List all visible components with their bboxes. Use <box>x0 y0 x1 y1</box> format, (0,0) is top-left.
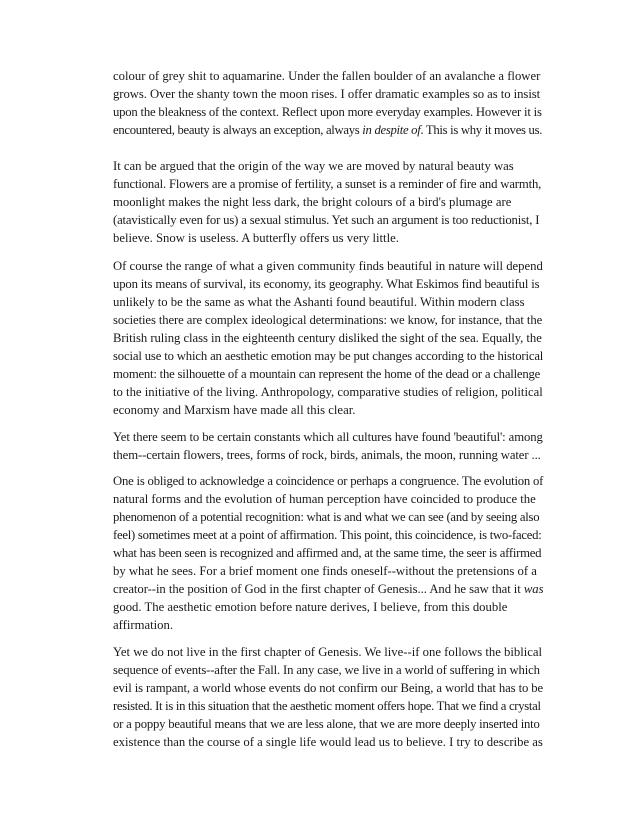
paragraph-line: Of course the range of what a given community finds beautiful in nature will depend <box>113 259 543 273</box>
paragraph-line: phenomenon of a potential recognition: what is and what we can see (and by seeing also <box>113 510 540 525</box>
paragraph-line: resisted. It is in this situation that the aesthetic moment offers hope. That we find a crystal <box>113 699 541 714</box>
paragraph-line: them--certain flowers, trees, forms of rock, birds, animals, the moon, running water ... <box>113 448 541 463</box>
paragraph-line <box>113 580 543 598</box>
paragraph-line: economy and Marxism have made all this clear. <box>113 403 356 418</box>
paragraph-line: upon the bleakness of the context. Reflect upon more everyday examples. However it is <box>113 105 542 120</box>
paragraph-line: or a poppy beautiful means that we are less alone, that we are more deeply inserted into <box>113 717 540 732</box>
paragraph-text: encountered, beauty is always an exception, always <box>113 123 360 138</box>
italic-word: was <box>523 582 544 597</box>
paragraph-line: Yet there seem to be certain constants which all cultures have found 'beautiful': among <box>113 430 543 444</box>
paragraph-3 <box>113 257 543 419</box>
paragraph-line: Yet we do not live in the first chapter of Genesis. We live--if one follows the biblical <box>113 645 543 659</box>
paragraph-5 <box>113 472 543 634</box>
paragraph-line: One is obliged to acknowledge a coincidence or perhaps a congruence. The evolution of <box>113 474 544 488</box>
paragraph-line: to the initiative of the living. Anthropology, comparative studies of religion, political <box>113 385 543 400</box>
paragraph-2 <box>113 157 543 247</box>
paragraph-line: sequence of events--after the Fall. In any case, we live in a world of suffering in which <box>113 663 540 678</box>
paragraph-4 <box>113 428 543 464</box>
paragraph-line: what has been seen is recognized and affirmed and, at the same time, the seer is affirmed <box>113 546 542 561</box>
italic-phrase: in despite of <box>362 123 421 138</box>
paragraph-line: by what he sees. For a brief moment one finds oneself--without the pretensions of a <box>113 564 537 579</box>
paragraph-line: upon its means of survival, its economy, its geography. What Eskimos find beautiful is <box>113 277 540 292</box>
paragraph-line: evil is rampant, a world whose events do not confirm our Being, a world that has to be <box>113 681 544 696</box>
paragraph-line: good. The aesthetic emotion before nature derives, I believe, from this double <box>113 600 508 615</box>
paragraph-line: existence than the course of a single life would lead us to believe. I try to describe as <box>113 735 543 750</box>
paragraph-line: natural forms and the evolution of human perception have coincided to produce the <box>113 492 536 507</box>
paragraph-line: grows. Over the shanty town the moon rises. I offer dramatic examples so as to insist <box>113 87 541 102</box>
paragraph-text: creator--in the position of God in the first chapter of Genesis... And he saw that it <box>113 582 521 597</box>
paragraph-line: (atavistically even for us) a sexual stimulus. Yet such an argument is too reductionist, I <box>113 213 540 228</box>
paragraph-line: functional. Flowers are a promise of fertility, a sunset is a reminder of fire and warmth, <box>113 177 542 192</box>
paragraph-line: feel) sometimes meet at a point of affirmation. This point, this coincidence, is two-faced: <box>113 528 542 543</box>
paragraph-1 <box>113 67 543 139</box>
paragraph-line: moment: the silhouette of a mountain can represent the home of the dead or a challenge <box>113 367 541 382</box>
paragraph-line: social use to which an aesthetic emotion may be put changes according to the historical <box>113 349 544 364</box>
paragraph-line <box>113 121 543 139</box>
paragraph-line: moonlight makes the night less dark, the bright colours of a bird's plumage are <box>113 195 512 210</box>
paragraph-line: societies there are complex ideological determinations: we know, for instance, that the <box>113 313 543 328</box>
paragraph-line: colour of grey shit to aquamarine. Under the fallen boulder of an avalanche a flower <box>113 69 541 83</box>
paragraph-text: . This is why it moves us. <box>420 123 543 138</box>
paragraph-line: affirmation. <box>113 618 174 633</box>
paragraph-line: It can be argued that the origin of the way we are moved by natural beauty was <box>113 159 514 173</box>
paragraph-line: unlikely to be the same as what the Ashanti found beautiful. Within modern class <box>113 295 525 310</box>
paragraph-line: British ruling class in the eighteenth century disliked the sight of the sea. Equally, the <box>113 331 542 346</box>
paragraph-line: believe. Snow is useless. A butterfly offers us very little. <box>113 231 399 246</box>
paragraph-6 <box>113 643 543 751</box>
